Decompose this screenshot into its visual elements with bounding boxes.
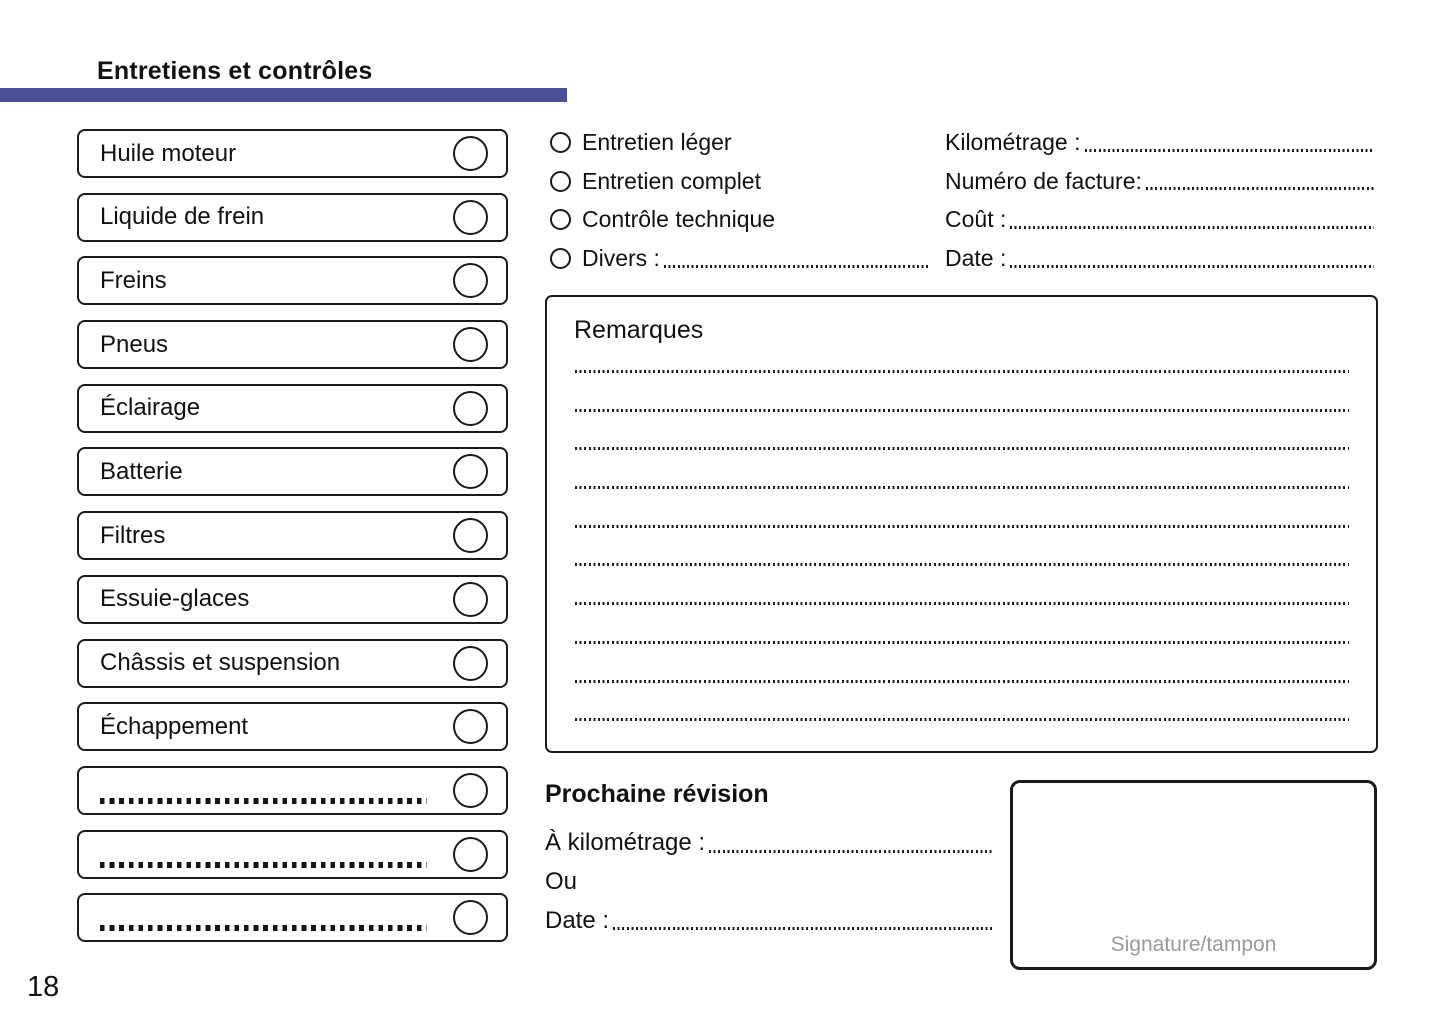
remarks-line	[575, 409, 1349, 412]
checklist-item-label: Filtres	[100, 521, 166, 549]
checklist-item-label: Freins	[100, 266, 167, 294]
next-service-date-field	[545, 901, 992, 940]
next-service-km-label: À kilométrage :	[545, 829, 706, 857]
check-circle	[453, 263, 488, 298]
checklist-item-blank	[77, 893, 508, 942]
checklist-item	[77, 256, 508, 305]
title-underline	[0, 88, 567, 102]
check-circle	[453, 646, 488, 681]
checklist-item-label: Batterie	[100, 457, 183, 485]
check-circle	[453, 327, 488, 362]
record-field	[945, 162, 1374, 201]
dotted-blank-line	[100, 798, 427, 804]
checklist-item-label: Liquide de frein	[100, 203, 265, 231]
radio-circle	[550, 132, 571, 153]
service-option-label: Divers :	[582, 244, 660, 271]
dotted-fill-line	[1085, 149, 1374, 152]
dotted-fill-line	[1010, 265, 1374, 268]
checklist-item-label: Huile moteur	[100, 139, 237, 167]
record-field-label: Numéro de facture:	[945, 167, 1142, 194]
dotted-blank-line	[100, 862, 427, 868]
page-number: 18	[27, 971, 60, 1003]
checklist-item-blank	[77, 766, 508, 815]
next-service-date-label: Date :	[545, 906, 610, 934]
checklist-item	[77, 384, 508, 433]
remarks-panel	[545, 295, 1378, 753]
radio-circle	[550, 171, 571, 192]
check-circle	[453, 200, 488, 235]
remarks-line	[575, 641, 1349, 644]
checklist-item	[77, 447, 508, 496]
check-circle	[453, 518, 488, 553]
checklist-item	[77, 639, 508, 688]
record-field-label: Kilométrage :	[945, 128, 1081, 155]
service-option	[550, 123, 928, 162]
service-option	[550, 162, 928, 201]
checklist	[77, 129, 508, 942]
remarks-line	[575, 718, 1349, 721]
checklist-item-label: Essuie-glaces	[100, 585, 250, 613]
remarks-line	[575, 525, 1349, 528]
remarks-line	[575, 563, 1349, 566]
remarks-title: Remarques	[574, 316, 704, 344]
service-option	[550, 239, 928, 278]
check-circle	[453, 391, 488, 426]
service-option-label: Entretien complet	[582, 167, 761, 194]
checklist-item-blank	[77, 830, 508, 879]
dotted-fill-line	[613, 927, 992, 930]
record-fields	[945, 123, 1374, 278]
check-circle	[453, 773, 488, 808]
service-option-label: Entretien léger	[582, 128, 732, 155]
radio-circle	[550, 209, 571, 230]
page-title: Entretiens et contrôles	[97, 57, 373, 85]
record-field-label: Date :	[945, 244, 1007, 271]
checklist-item	[77, 702, 508, 751]
record-field	[945, 123, 1374, 162]
dotted-fill-line	[664, 265, 928, 268]
remarks-lines	[575, 370, 1349, 757]
dotted-blank-line	[100, 925, 427, 931]
next-service-fields	[545, 824, 992, 940]
checklist-item-label: Éclairage	[100, 394, 201, 422]
checklist-item-label: Châssis et suspension	[100, 649, 341, 676]
service-options	[550, 123, 928, 278]
record-field	[945, 239, 1374, 278]
signature-box	[1010, 780, 1377, 970]
check-circle	[453, 709, 488, 744]
dotted-fill-line	[1010, 226, 1374, 229]
next-service-km-field	[545, 824, 992, 863]
next-service-title: Prochaine révision	[545, 780, 769, 808]
remarks-line	[575, 370, 1349, 373]
check-circle	[453, 454, 488, 489]
service-option	[550, 200, 928, 239]
next-service-or-label: Ou	[545, 868, 578, 896]
radio-circle	[550, 248, 571, 269]
remarks-line	[575, 680, 1349, 683]
checklist-item	[77, 511, 508, 560]
checklist-item	[77, 193, 508, 242]
check-circle	[453, 837, 488, 872]
checklist-item	[77, 320, 508, 369]
remarks-line	[575, 486, 1349, 489]
service-option-label: Contrôle technique	[582, 206, 776, 233]
dotted-fill-line	[709, 850, 992, 853]
checklist-item	[77, 575, 508, 624]
checklist-item	[77, 129, 508, 178]
record-field	[945, 200, 1374, 239]
next-service-or-row	[545, 863, 992, 902]
dotted-fill-line	[1146, 187, 1374, 190]
remarks-line	[575, 602, 1349, 605]
remarks-line	[575, 447, 1349, 450]
checklist-item-label: Pneus	[100, 330, 169, 358]
check-circle	[453, 136, 488, 171]
check-circle	[453, 900, 488, 935]
signature-placeholder: Signature/tampon	[1110, 933, 1277, 956]
checklist-item-label: Échappement	[100, 712, 249, 740]
record-field-label: Coût :	[945, 206, 1007, 233]
check-circle	[453, 582, 488, 617]
